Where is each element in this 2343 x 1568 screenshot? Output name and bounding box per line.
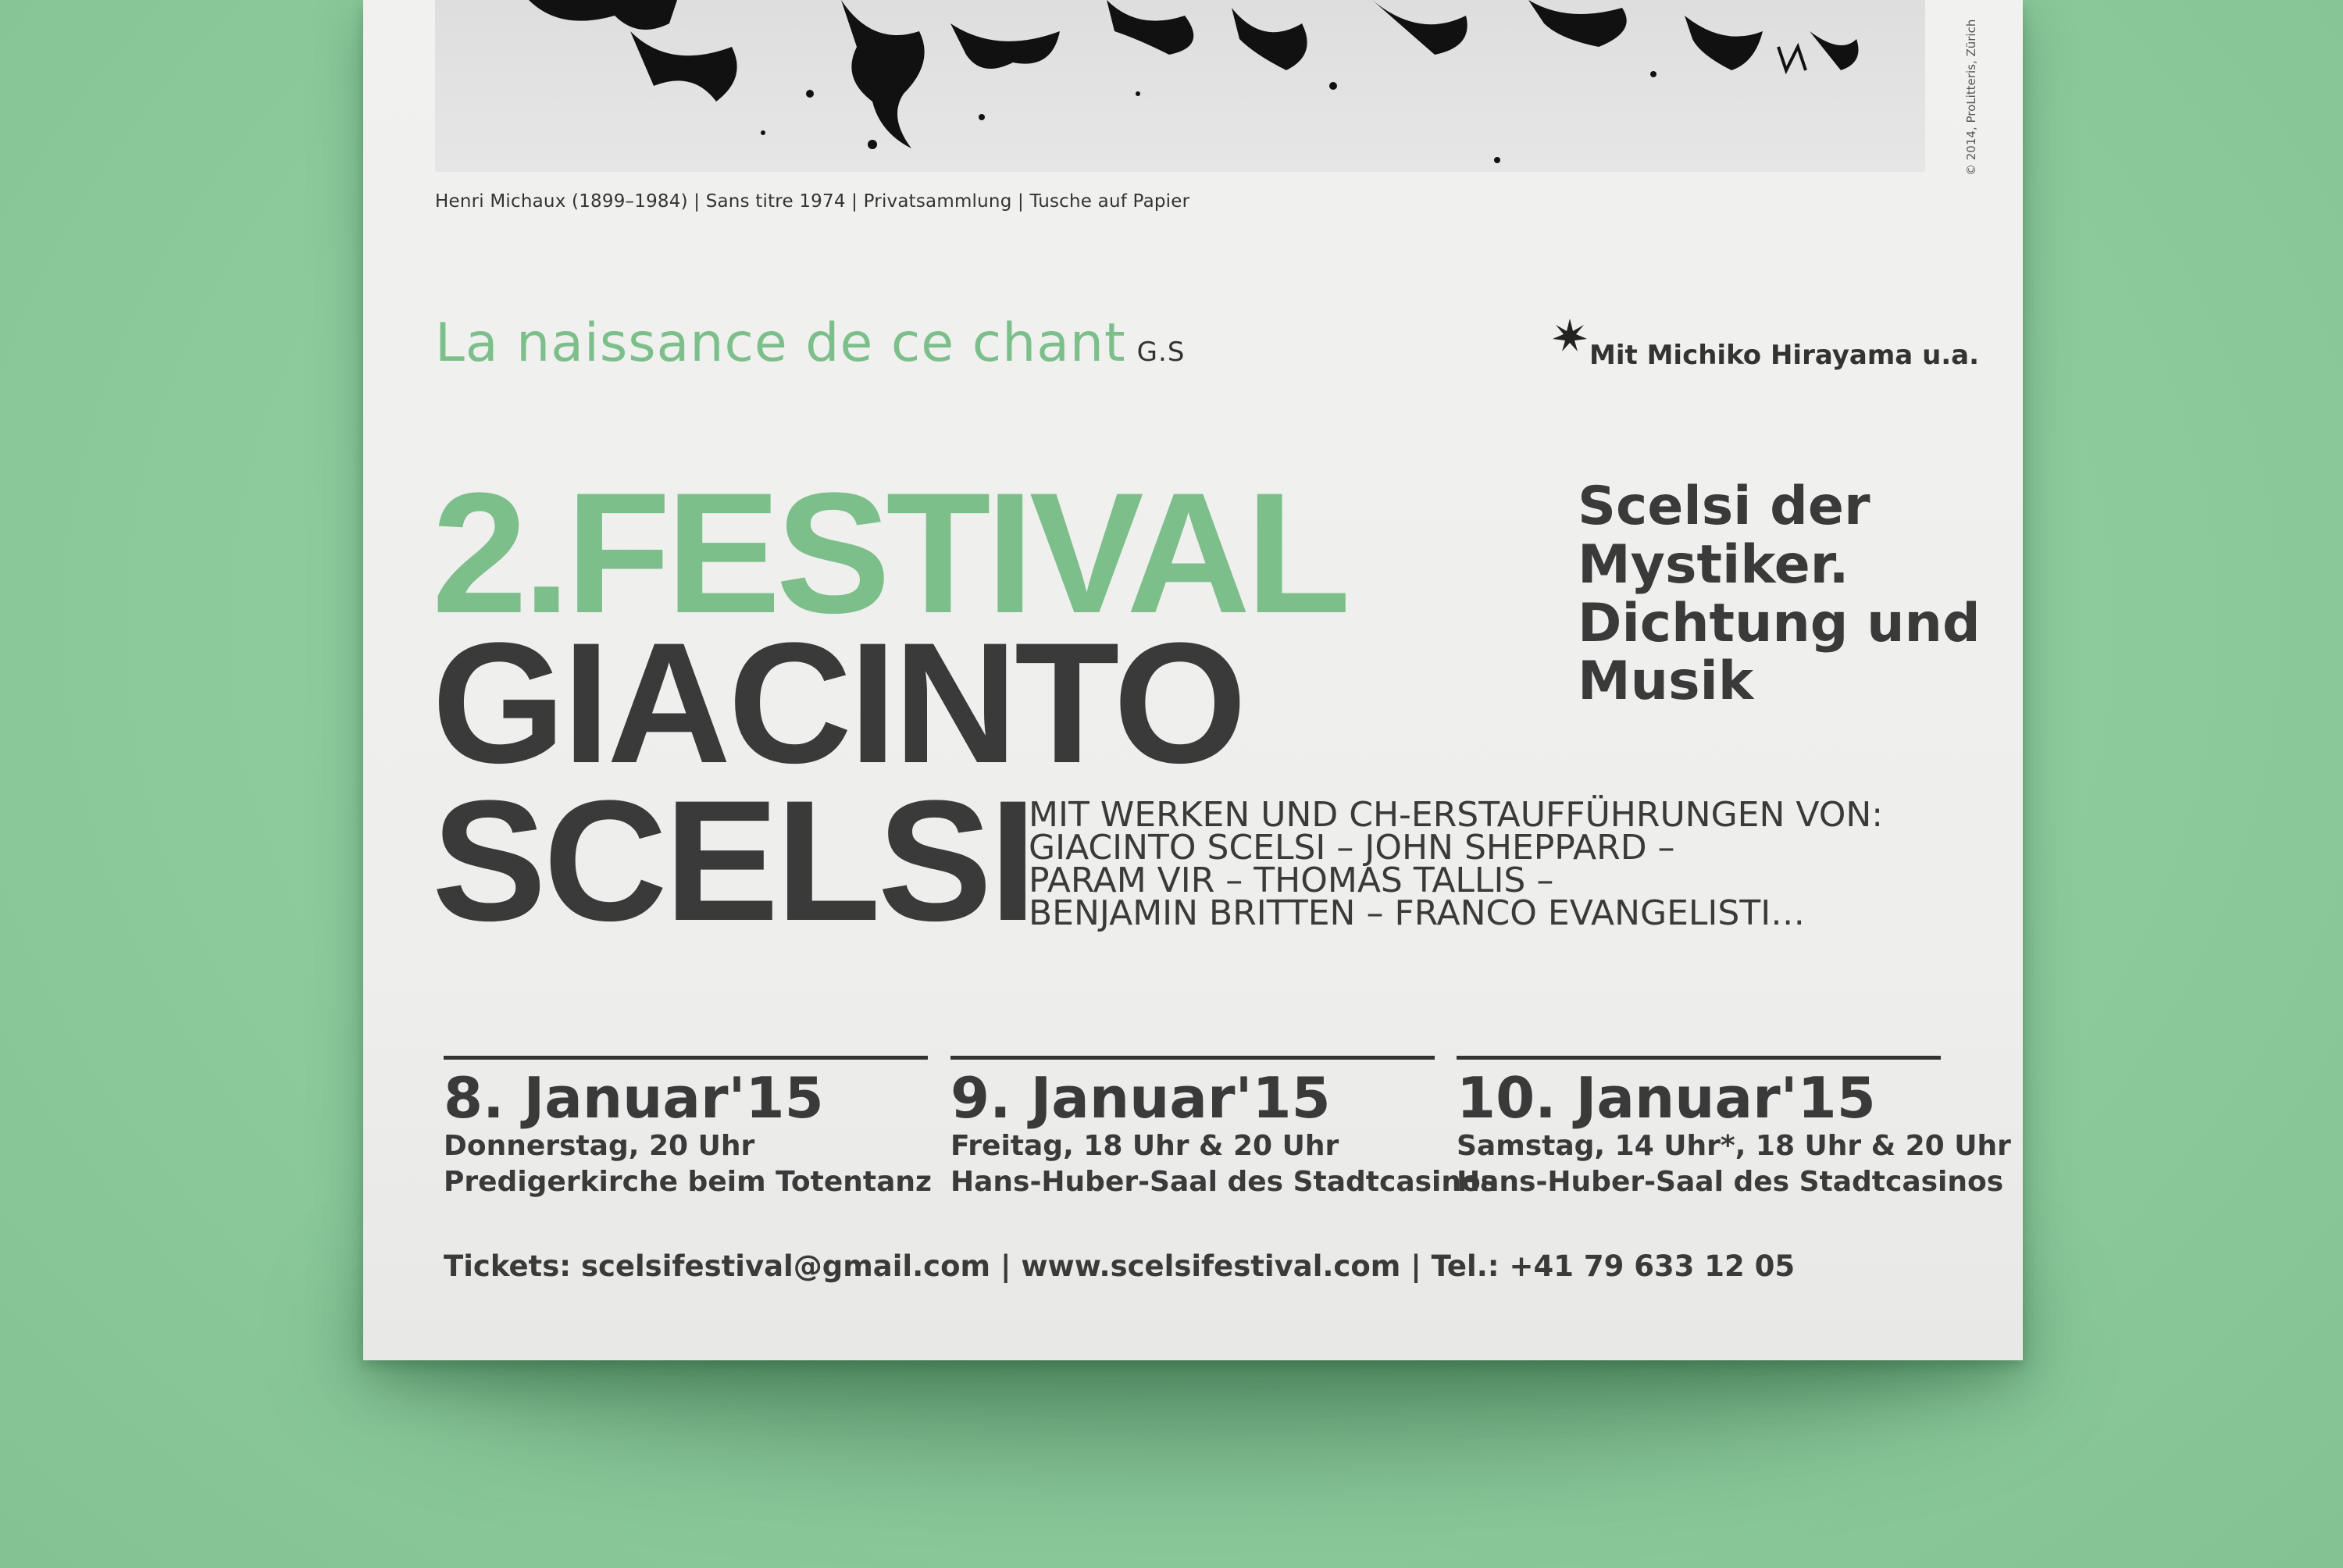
works-line: PARAM VIR – THOMAS TALLIS – [1029, 861, 1554, 900]
date-block-1 [444, 1056, 932, 1201]
date-venue: Hans-Huber-Saal des Stadtcasinos [950, 1166, 1498, 1199]
date-block-2 [950, 1056, 1498, 1201]
subtitle-line: Musik [1578, 650, 1754, 713]
date-heading: 8. Januar'15 [444, 1065, 824, 1131]
date-time: Donnerstag, 20 Uhr [444, 1129, 755, 1162]
date-time: Samstag, 14 Uhr*, 18 Uhr & 20 Uhr [1457, 1129, 2011, 1162]
works-list [1029, 795, 1884, 933]
date-heading: 10. Januar'15 [1457, 1065, 1876, 1131]
works-line: BENJAMIN BRITTEN – FRANCO EVANGELISTI… [1029, 893, 1806, 933]
subtitle-line: Dichtung und [1578, 592, 1981, 654]
ticket-info: Tickets: scelsifestival@gmail.com | www.scelsifestival.com | Tel.: +41 79 633 12 05 [444, 1249, 1796, 1283]
works-line: MIT WERKEN UND CH-ERSTAUFFÜHRUNGEN VON: [1029, 795, 1884, 835]
copyright-notice: © 2014, ProLitteris, Zürich [1964, 19, 1978, 176]
date-venue: Predigerkirche beim Totentanz [444, 1166, 932, 1199]
composer-name-first: GIACINTO [432, 607, 1244, 799]
date-heading: 9. Januar'15 [950, 1065, 1331, 1131]
ink-splatter-image [435, 0, 1925, 172]
subtitle-line: Scelsi der [1578, 476, 1870, 537]
ink-artwork [435, 0, 1925, 172]
poster [363, 0, 2023, 1360]
quote-line [435, 312, 1185, 374]
quote-text: La naissance de ce chant [435, 312, 1126, 374]
star-icon [1550, 316, 1589, 355]
festival-title: 2.FESTIVAL [432, 457, 1346, 649]
date-venue: Hans-Huber-Saal des Stadtcasinos [1457, 1166, 2004, 1199]
artwork-credit: Henri Michaux (1899–1984) | Sans titre 1974 | Privatsammlung | Tusche auf Papier [435, 191, 1190, 212]
quote-initials: G.S [1136, 337, 1186, 368]
date-block-3 [1457, 1056, 2011, 1201]
festival-subtitle [1578, 478, 1984, 711]
composer-name-last: SCELSI [432, 764, 1034, 957]
guest-performer: Mit Michiko Hirayama u.a. [1589, 340, 1980, 371]
works-line: GIACINTO SCELSI – JOHN SHEPPARD – [1029, 828, 1675, 868]
subtitle-line: Mystiker. [1578, 533, 1849, 596]
date-time: Freitag, 18 Uhr & 20 Uhr [950, 1129, 1339, 1162]
